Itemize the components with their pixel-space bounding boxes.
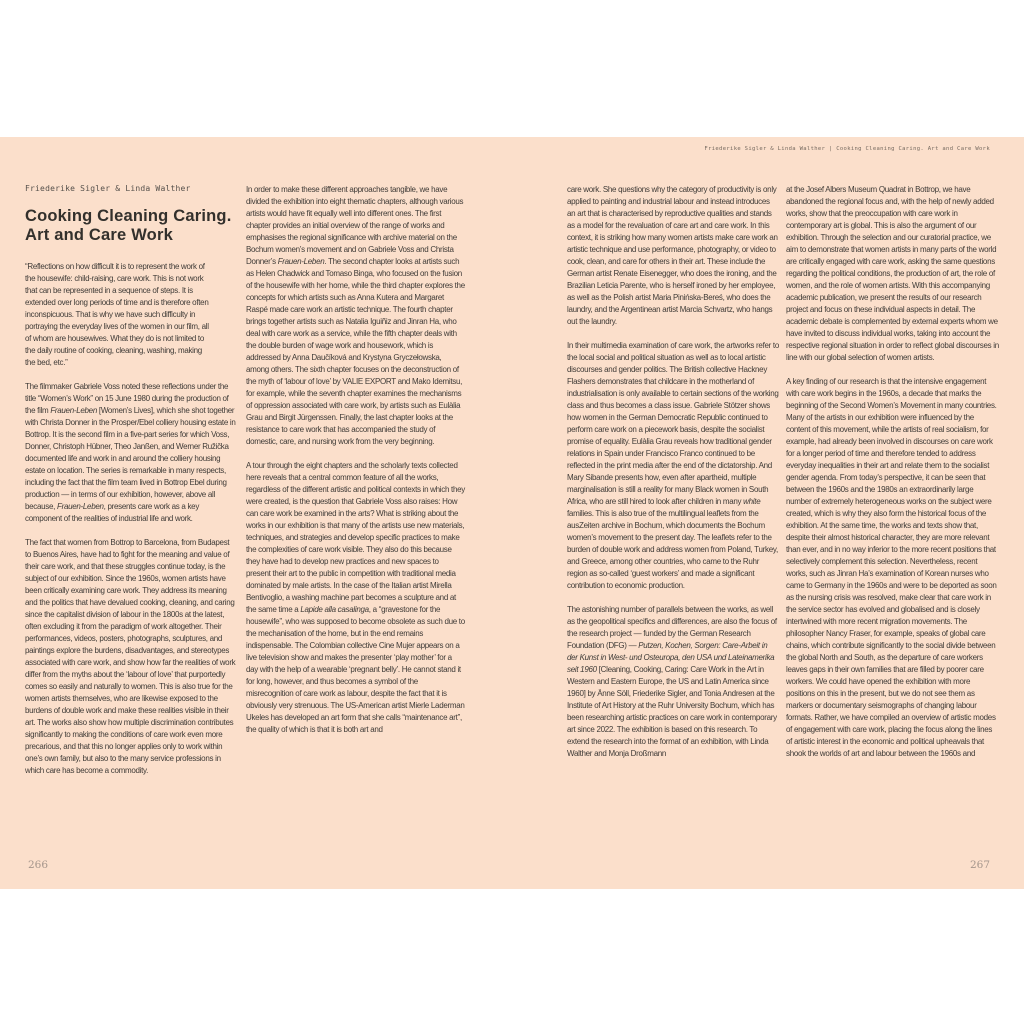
page-number-left: 266 bbox=[28, 859, 49, 871]
book-spread bbox=[0, 137, 1024, 889]
body-paragraph: The fact that women from Bottrop to Barcelona, from Budapest to Buenos Aires, have had to fight for the meaning and value of their care work, and that these struggles continue today, is the subject of our exhibition. Since the 1960s, women artists have been critically examining care work. They address its meaning and the politics that have devalued cooking, cleaning, and caring since the capitalist division of labour in the 1800s at the latest, often excluding it from the paradigm of work altogether. Their performances, videos, posters, photographs, sculptures, and paintings explore the burdens, disadvantages, and stereotypes associated with care work, and show how far the realities of work differ from the myths about the ‘labour of love’ that purportedly comes so easily and naturally to women. This is also true for the women artists themselves, who are likewise exposed to the burdens of double work and make these realities visible in their art. The works also show how multiple discrimination contributes significantly to making the conditions of care work even more precarious, and that this no longer applies only to work within one’s own family, but also to the many service professions in which care has become a commodity. bbox=[25, 538, 236, 775]
body-paragraph: The astonishing number of parallels between the works, as well as the geopolitical specifics and differences, are also the focus of the research project — funded by the German Research Foundation (DFG) — Putzen, Kochen, Sorgen: Care-Arbeit in der Kunst in West- und Osteuropa, den USA und Lateinamerika seit 1960 [Cleaning, Cooking, Caring: Care Work in the Art in Western and Eastern Europe, the US and Latin America since 1960] by Änne Söll, Friederike Sigler, and Tonia Andresen at the Institute of Art History at the Ruhr University Bochum, which has been researching artistic practices on care work in contemporary art since 2022. The exhibition is based on this research. To extend the research into the format of an exhibition, with Linda Walther and Monja Droßmann bbox=[567, 605, 777, 758]
body-paragraph: The filmmaker Gabriele Voss noted these reflections under the title “Women’s Work” on 15 June 1980 during the production of the film Frauen-Leben [Women’s Lives], which she shot together with Christa Donner in the Prosper/Ebel colliery housing estate in Bottrop. It is the second film in a five-part series for which Voss, Donner, Christoph Hübner, Theo Janßen, and Werner Ružička documented life and work in and around the colliery housing estate on location. The series is remarkable in many respects, including the fact that the film team lived in Bottrop Ebel during production — in terms of our exhibition, however, above all because, Frauen-Leben, presents care work as a key component of the realities of industrial life and work. bbox=[25, 382, 236, 523]
body-paragraph: In their multimedia examination of care work, the artworks refer to the local social and political situation as well as to local artistic discourses and gender politics. The British collective Hackney Flashers demonstrates that childcare in the motherland of industrialisation is only available to certain sections of the working class and thus becomes a class issue. Gabriele Stötzer shows how women in the German Democratic Republic continued to perform care work on a piecework basis, despite the socialist promise of equality. Eulàlia Grau reveals how traditional gender relations in Spain under Francisco Franco continued to be reflected in the print media after the end of the dictatorship. And Mary Sibande presents how, even after apartheid, multiple marginalisation is still a reality for many Black women in South Africa, who are still hired to look after children in many white families. This is also true of the multilingual leaflets from the ausZeiten archive in Bochum, which documents the Bochum women’s movement to the present day. The leaflets refer to the burden of double work and address women from Poland, Turkey, and Greece, among other countries, who came to the Ruhr region as so-called ‘guest workers’ and made a significant contribution to economic production. bbox=[567, 341, 779, 590]
body-paragraph: care work. She questions why the category of productivity is only applied to painting and industrial labour and instead introduces an art that is characterised by reproductive qualities and stands as a model for the revaluation of care art and care work. In this context, it is striking how many women artists make care work an artistic technique and use performance, photography, or video to cook, clean, and care for others in their art. These include the German artist Renate Eisenegger, who does the ironing, and the Brazilian Leticia Parente, who is herself ironed by her employee, as well as the Polish artist Maria Pinińska-Bereś, who does the laundry, and the Argentinean artist Marcia Schvartz, who hangs out the laundry. bbox=[567, 185, 778, 326]
body-paragraph: In order to make these different approaches tangible, we have divided the exhibition into eight thematic chapters, although various artists would have fit equally well into different ones. The first chapter provides an initial overview of the range of works and emphasises the regional significance with archive material on the Bochum women’s movement and on Gabriele Voss and Christa Donner’s Frauen-Leben. The second chapter looks at artists such as Helen Chadwick and Tomaso Binga, who focused on the fusion of the housewife with her home, while the third chapter explores the concepts for which artists such as Anna Kutera and Margaret Raspé made care work an artistic technique. The fourth chapter brings together artists such as Natalia Iguiñiz and Jinran Ha, who deal with care work as a service, while the fifth chapter deals with the double burden of wage work and housework, which is addressed by Anna Daučíková and Krystyna Gryczełowska, among others. The sixth chapter focuses on the deconstruction of the myth of ‘labour of love’ by VALIE EXPORT and Mako Idemitsu, for example, while the seventh chapter examines the mechanisms of oppression associated with care work, by artists such as Eulàlia Grau and Birgit Jürgenssen. Finally, the last chapter looks at the resistance to care work that has accompanied the study of domestic, care, and nursing work from the very beginning. bbox=[246, 185, 465, 446]
right-page-column-1 bbox=[567, 184, 779, 772]
left-page-column-1 bbox=[25, 183, 237, 789]
page-number-right: 267 bbox=[969, 859, 990, 871]
body-paragraph: A key finding of our research is that the intensive engagement with care work begins in the 1960s, a decade that marks the beginning of the Second Women’s Movement in many countries. Many of the artists in our exhibition were influenced by the content of this movement, while the artists of real socialism, for example, had already been involved in discourses on care work for a longer period of time and therefore tended to address everyday inequalities in their art and relate them to the socialist gender agenda. From today’s perspective, it can be seen that between the 1960s and the 1980s an extraordinarily large number of extremely heterogeneous works on the subject were created, which is why they also form the historical focus of the exhibition. At the same time, the works and texts show that, despite their almost historical character, they are more relevant than ever, and in no way inferior to the more recent positions that selectively complement this selection. Nevertheless, recent works, such as Jinran Ha’s examination of Korean nurses who came to Germany in the 1960s and were to be deported as soon as the nursing crisis was resolved, make clear that care work in the service sector has evolved and globalised and is closely intertwined with more recent migration movements. The philosopher Nancy Fraser, for example, speaks of global care chains, which contribute significantly to the social divide between the global North and South, as the departure of care workers leaves gaps in their own families that are filled by poorer care workers. We could have opened the exhibition with more positions on this in the present, but we do not see them as markers or documentary seismographs of changing labour formats. Rather, we have compiled an overview of artistic modes of engagement with care work, placing the focus along the lines of artistic interest in the economic and political upheavals that shook the worlds of art and labour between the 1960s and bbox=[786, 377, 997, 758]
article-title-line-2: Art and Care Work bbox=[25, 226, 173, 244]
author-line: Friederike Sigler & Linda Walther bbox=[25, 184, 191, 193]
article-title-line-1: Cooking Cleaning Caring. bbox=[25, 207, 232, 225]
running-header: Friederike Sigler & Linda Walther | Cooking Cleaning Caring. Art and Care Work bbox=[704, 146, 990, 152]
body-paragraph: A tour through the eight chapters and the scholarly texts collected here reveals that a central common feature of all the works, regardless of the different artistic and political contexts in which they were created, is the question that Gabriele Voss also raises: How can care work be examined in the arts? What is striking about the works in our exhibition is that many of the artists use new materials, techniques, and strategies and develop specific practices to make the complexities of care work visible. They also do this because they have had to develop new practices and new spaces to present their art to the public in competition with traditional media dominated by male artists. In the case of the Italian artist Mirella Bentivoglio, a washing machine part becomes a sculpture and at the same time a Lapide alla casalinga, a “gravestone for the housewife”, who was supposed to become obsolete as such due to the mechanisation of the home, but in the end remains indispensable. The Colombian collective Cine Mujer appears on a live television show and makes the presenter ‘play mother’ for a day with the help of a wearable ‘pregnant belly’. He cannot stand it for long, however, and thus becomes a symbol of the misrecognition of care work as labour, despite the fact that it is obviously very strenuous. The US-American artist Mierle Laderman Ukeles has developed an art form that she calls “maintenance art”, the quality of which is that it is both art and bbox=[246, 461, 465, 734]
epigraph-quote: “Reflections on how difficult it is to represent the work of the housewife: child-raising, care work. This is not work that can be represented in a sequence of steps. It is extended over long periods of time and is therefore often inconspicuous. That is why we have such difficulty in portraying the everyday lives of the women in our film, all of whom are housewives. What they do is not limited to the daily routine of cooking, cleaning, washing, making the bed, etc.” bbox=[25, 262, 209, 367]
left-page-column-2 bbox=[246, 184, 465, 748]
body-paragraph: at the Josef Albers Museum Quadrat in Bottrop, we have abandoned the regional focus and, with the help of newly added works, show that the preoccupation with care work in contemporary art is global. This is also the argument of our exhibition. Through the selection and our curatorial practice, we aim to demonstrate that women artists in many parts of the world are critically engaged with care work, asking the same questions regarding the political conditions, the production of art, the role of women, and the role of women artists. With this accompanying academic publication, we present the results of our research project and focus on these individual aspects in detail. The academic debate is complemented by external experts whom we have invited to discuss individual works, taking into account the respective regional situation in order to reflect global discourses in line with our global selection of women artists. bbox=[786, 185, 999, 362]
right-page-column-2 bbox=[786, 184, 999, 772]
article-title bbox=[25, 207, 237, 245]
